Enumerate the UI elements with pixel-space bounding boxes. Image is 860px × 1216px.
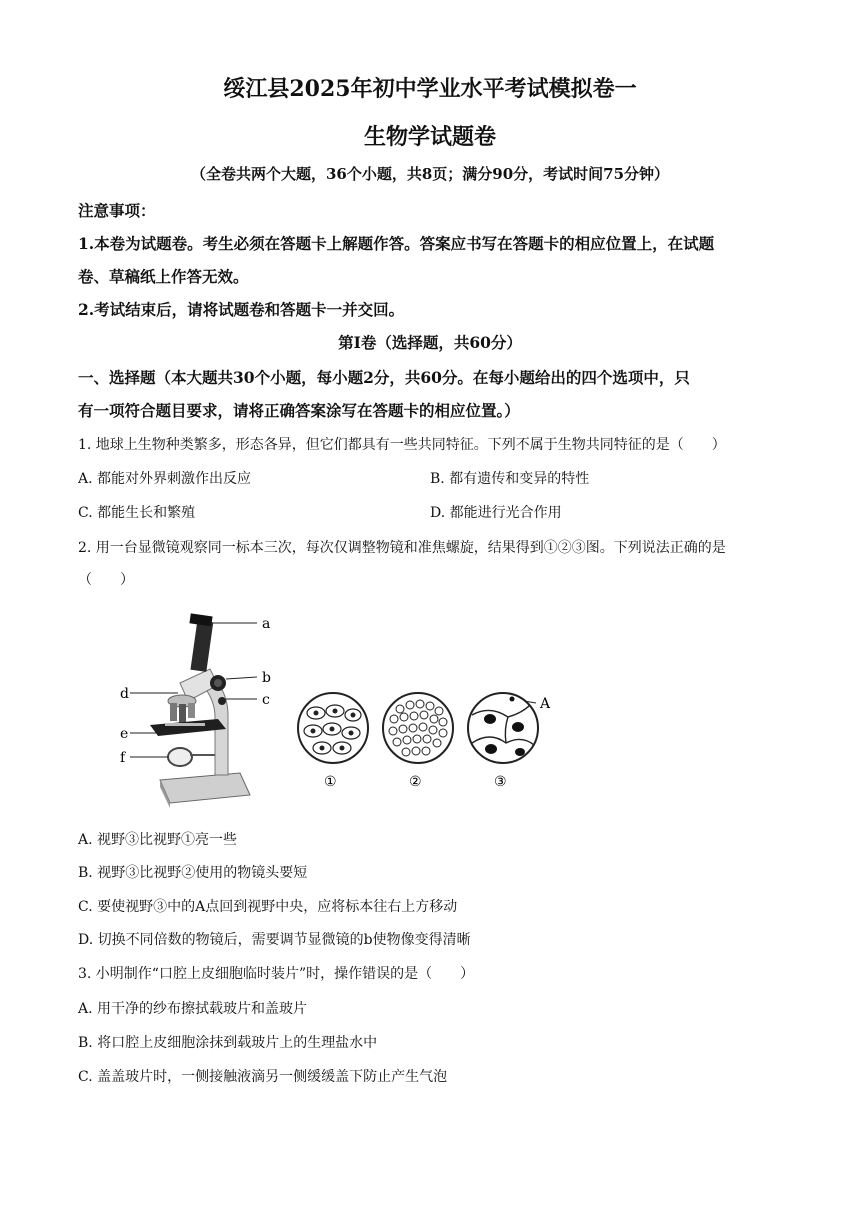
question-2-stem-line-1: 2. 用一台显微镜观察同一标本三次，每次仅调整物镜和准焦螺旋，结果得到①②③图。下列说法正确的是 bbox=[78, 540, 726, 556]
question-2-stem-line-2: （ ） bbox=[78, 572, 134, 588]
view-3-circle bbox=[468, 693, 538, 763]
subject-title: 生物学试题卷 bbox=[363, 124, 496, 150]
question-3-option-c: C. 盖盖玻片时，一侧接触液滴另一侧缓缓盖下防止产生气泡 bbox=[78, 1069, 448, 1085]
question-2-option-b: B. 视野③比视野②使用的物镜头要短 bbox=[78, 865, 308, 881]
view-2-label: ② bbox=[409, 774, 422, 790]
microscope-icon bbox=[150, 613, 250, 808]
question-1-option-a: A. 都能对外界刺激作出反应 bbox=[78, 471, 252, 487]
question-2-option-d: D. 切换不同倍数的物镜后，需要调节显微镜的b使物像变得清晰 bbox=[78, 932, 471, 948]
part-1-title: 第Ⅰ卷（选择题，共60分） bbox=[338, 333, 522, 352]
point-a-label: A bbox=[540, 696, 551, 712]
question-2-option-c: C. 要使视野③中的A点回到视野中央，应将标本往右上方移动 bbox=[78, 899, 458, 915]
notice-item-1-line-2: 卷、草稿纸上作答无效。 bbox=[78, 267, 249, 286]
section-1-line-1: 一、选择题（本大题共30个小题，每小题2分，共60分。在每小题给出的四个选项中，只 bbox=[78, 368, 690, 387]
question-2-option-a: A. 视野③比视野①亮一些 bbox=[78, 832, 238, 848]
notice-item-1-line-1: 1.本卷为试题卷。考生必须在答题卡上解题作答。答案应书写在答题卡的相应位置上，在试题 bbox=[78, 234, 715, 253]
question-3-option-b: B. 将口腔上皮细胞涂抹到载玻片上的生理盐水中 bbox=[78, 1035, 378, 1051]
microscope-figure bbox=[110, 605, 570, 810]
notice-heading: 注意事项： bbox=[78, 201, 156, 220]
label-e: e bbox=[120, 726, 129, 742]
label-c: c bbox=[262, 692, 270, 708]
notice-item-2: 2.考试结束后，请将试题卷和答题卡一并交回。 bbox=[78, 300, 405, 319]
question-1-option-b: B. 都有遗传和变异的特性 bbox=[430, 471, 590, 487]
label-a: a bbox=[262, 616, 271, 632]
label-d: d bbox=[120, 686, 129, 702]
label-f: f bbox=[120, 750, 126, 766]
question-1-stem: 1. 地球上生物种类繁多，形态各异，但它们都具有一些共同特征。下列不属于生物共同特征的是（ ） bbox=[78, 437, 726, 453]
label-b: b bbox=[262, 670, 271, 686]
question-3-option-a: A. 用干净的纱布擦拭载玻片和盖玻片 bbox=[78, 1001, 308, 1017]
question-3-stem: 3. 小明制作“口腔上皮细胞临时装片”时，操作错误的是（ ） bbox=[78, 966, 475, 982]
view-3-label: ③ bbox=[494, 774, 507, 790]
question-1-option-c: C. 都能生长和繁殖 bbox=[78, 505, 196, 521]
view-1-circle bbox=[298, 693, 368, 763]
section-1-line-2: 有一项符合题目要求，请将正确答案涂写在答题卡的相应位置。） bbox=[78, 401, 520, 420]
exam-title: 绥江县2025年初中学业水平考试模拟卷一 bbox=[223, 76, 637, 102]
question-1-option-d: D. 都能进行光合作用 bbox=[430, 505, 562, 521]
view-2-circle bbox=[383, 693, 453, 763]
exam-info: （全卷共两个大题，36个小题，共8页；满分90分，考试时间75分钟） bbox=[190, 165, 670, 183]
view-1-label: ① bbox=[324, 774, 337, 790]
